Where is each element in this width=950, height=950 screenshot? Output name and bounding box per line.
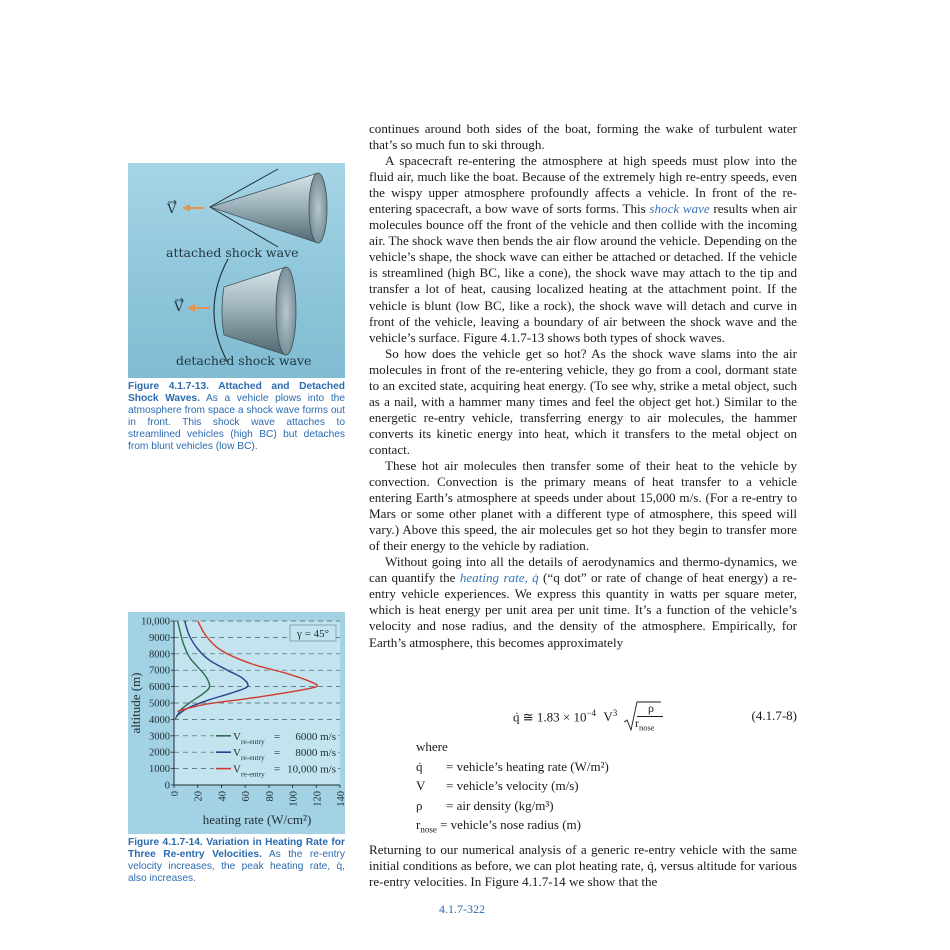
paragraph-6: Returning to our numerical analysis of a generic re-entry vehicle with the same initial conditions as before, we can plot heating rate, q̇, versus altitude for various re-entry velocities. In Figure 4.1.7-14 we show that the — [369, 842, 797, 890]
heating-rate-equation — [369, 700, 797, 736]
y-tick-label: 3000 — [149, 731, 170, 743]
definition-text: = vehicle’s heating rate (W/m²) — [446, 758, 609, 774]
x-tick-label: 100 — [288, 791, 300, 807]
detached-shock-wave-label: detached shock wave — [176, 353, 312, 368]
equation-velocity: V — [603, 709, 613, 725]
y-tick-label: 10,000 — [141, 616, 170, 628]
definition-symbol: ρ — [416, 797, 423, 813]
legend-symbol: V — [233, 730, 241, 743]
legend-equals: = — [274, 730, 281, 743]
figure-1-caption-text: As a vehicle plows into the atmosphere from space a shock wave forms out in front. This shock wave attaches to streamlined vehicles (high BC) but detaches from blunt vehicles (low BC). — [128, 393, 345, 453]
definition-text: = vehicle’s nose radius (m) — [440, 817, 581, 833]
definition-row — [416, 757, 609, 777]
x-tick-label: 0 — [170, 791, 181, 797]
term-heating-rate: heating rate, q̇ — [459, 570, 539, 586]
x-tick-label: 140 — [336, 791, 347, 807]
gamma-annotation: γ = 45° — [297, 628, 329, 640]
shock-wave-illustration — [128, 163, 345, 378]
shock-wave-figure — [128, 163, 345, 378]
x-tick-label: 80 — [264, 791, 276, 802]
detached-blunt-body-icon — [214, 259, 296, 363]
figure-2-caption-text: As the re-entry velocity increases, the peak heating rate, q̇, also increases. — [128, 849, 345, 885]
y-tick-label: 8000 — [149, 649, 170, 661]
where-label: where — [416, 739, 448, 754]
paragraph-4: These hot air molecules then transfer some of their heat to the vehicle by convection. Convection is the primary means of heat transfer to a vehicle entering Earth’s atmosphere at speeds under about 15,000 m/s. (For a re-entry to Mars or some other planet with a different type of atmosphere, this speed will vary.) Above this speed, the air molecules get so hot they begin to transfer more of their energy to the vehicle by radiation. — [369, 457, 797, 554]
page-number: 4.1.7-322 — [439, 902, 485, 916]
legend-value: 6000 m/s — [295, 730, 336, 743]
legend-subscript: re-entry — [241, 753, 265, 763]
legend-symbol: V — [233, 747, 241, 760]
y-tick-label: 1000 — [149, 764, 170, 776]
main-text-column — [369, 121, 797, 651]
figure-2-caption — [128, 837, 345, 885]
x-axis-label: heating rate (W/cm²) — [202, 812, 312, 827]
definition-text: = air density (kg/m³) — [446, 797, 554, 813]
velocity-arrow-icon — [183, 204, 204, 212]
equation-number: (4.1.7-8) — [751, 708, 797, 723]
y-tick-label: 7000 — [149, 665, 170, 677]
y-tick-label: 5000 — [149, 698, 170, 710]
equation-body — [513, 708, 617, 725]
equation-exponent: −4 — [586, 708, 597, 718]
figure-1-caption-title: Figure 4.1.7-13. Attached and Detached Shock Waves. — [128, 381, 345, 405]
paragraph-5-end: (“q dot” or rate of change of heat energy) a re-entry vehicle experiences. We express this quantity in watts per square meter, which is heat energy per unit area per unit time. It’s a function of the vehicle’s velocity and nose radius, and the density of the atmosphere. Empirically, for Earth’s atmosphere, this becomes approximately — [369, 570, 798, 650]
equation-lhs: q̇ ≅ 1.83 × 10 — [513, 709, 587, 725]
y-tick-label: 0 — [164, 780, 170, 792]
definition-symbol: V — [416, 778, 426, 794]
x-tick-label: 40 — [217, 791, 229, 802]
velocity-arrow-icon-2 — [188, 304, 210, 312]
legend-equals: = — [274, 747, 281, 760]
legend-value: 10,000 m/s — [287, 763, 336, 776]
x-tick-label: 60 — [241, 791, 253, 802]
definition-text: = vehicle’s velocity (m/s) — [446, 778, 579, 794]
denominator-sub: nose — [639, 722, 655, 733]
y-axis-label: altitude (m) — [128, 672, 143, 734]
paragraph-1: continues around both sides of the boat, forming the wake of turbulent water that’s so much fun to ski through. — [369, 121, 797, 153]
paragraph-2-end: results when air molecules bounce off the front of the vehicle and then collide with the incoming air. The shock wave then bends the air flow around the vehicle. Depending on the vehicle’s shape, the shock wave can either be attached or detached. If the vehicle is streamlined (high BC, like a cone), the shock wave may attach to the tip and transfer a lot of heat, causing localized heating at the attachment point. If the vehicle is blunt (low BC, like a rock), the shock wave will detach and curve in front of the vehicle, leaving a boundary of air between the shock wave and the vehicle’s surface. Figure 4.1.7-13 shows both types of shock waves. — [369, 201, 797, 345]
attached-shock-wave-label: attached shock wave — [166, 245, 299, 260]
legend-subscript: re-entry — [241, 769, 265, 779]
paragraph-2 — [369, 153, 797, 346]
definition-row — [416, 776, 609, 796]
legend-value: 8000 m/s — [295, 747, 336, 760]
fraction-numerator: ρ — [648, 701, 654, 715]
fraction-denominator — [635, 716, 655, 732]
definition-row — [416, 815, 609, 835]
paragraph-3: So how does the vehicle get so hot? As the shock wave slams into the air molecules in front of the re-entering vehicle, they go from a cool, dormant state to an excited state, acquiring heat energy. (To see why, strike a metal object, such as a nail, with a hammer many times and feel the object get hot.) Similar to the energetic re-entry vehicle, transferring energy to air molecules, the hammer converts its kinetic energy into heat, which it transfers to the metal object on contact. — [369, 345, 797, 457]
paragraph-5 — [369, 554, 797, 650]
legend-equals: = — [274, 763, 281, 776]
definition-symbol: q̇ — [416, 758, 423, 774]
denominator-r: r — [635, 716, 639, 730]
legend-symbol: V — [233, 763, 241, 776]
velocity-label-2: V — [174, 300, 184, 315]
legend-subscript: re-entry — [241, 736, 265, 746]
where-block — [416, 737, 609, 835]
y-tick-label: 9000 — [149, 632, 170, 644]
y-tick-label: 6000 — [149, 682, 170, 694]
y-tick-label: 2000 — [149, 747, 170, 759]
paragraph-2-start: A spacecraft re-entering the atmosphere at high speeds must plow into the fluid air, much like the boat. Because of the extremely high re-entry speeds, even the wispy upper atmosphere profoundly affects a vehicle. In front of the re-entering spacecraft, a bow wave of sorts forms. This — [369, 153, 797, 217]
term-shock-wave: shock wave — [649, 201, 710, 217]
figure-1-caption — [128, 381, 345, 454]
equation-velocity-exponent: 3 — [612, 708, 618, 718]
paragraph-5-start: Without going into all the details of aerodynamics and thermo-dynamics, we can quantify the — [369, 554, 797, 586]
definition-symbol-sub: nose — [420, 824, 437, 835]
heating-rate-chart-svg — [128, 612, 345, 834]
attached-cone-icon — [210, 169, 327, 247]
definition-row — [416, 796, 609, 816]
y-tick-label: 4000 — [149, 714, 170, 726]
velocity-label: V — [167, 202, 177, 217]
heating-rate-chart — [128, 612, 345, 834]
figure-2-caption-title: Figure 4.1.7-14. Variation in Heating Rate for Three Re-entry Velocities. — [128, 837, 345, 861]
x-tick-label: 20 — [193, 791, 205, 802]
x-tick-label: 120 — [312, 791, 324, 807]
definition-symbol: r — [416, 817, 421, 833]
